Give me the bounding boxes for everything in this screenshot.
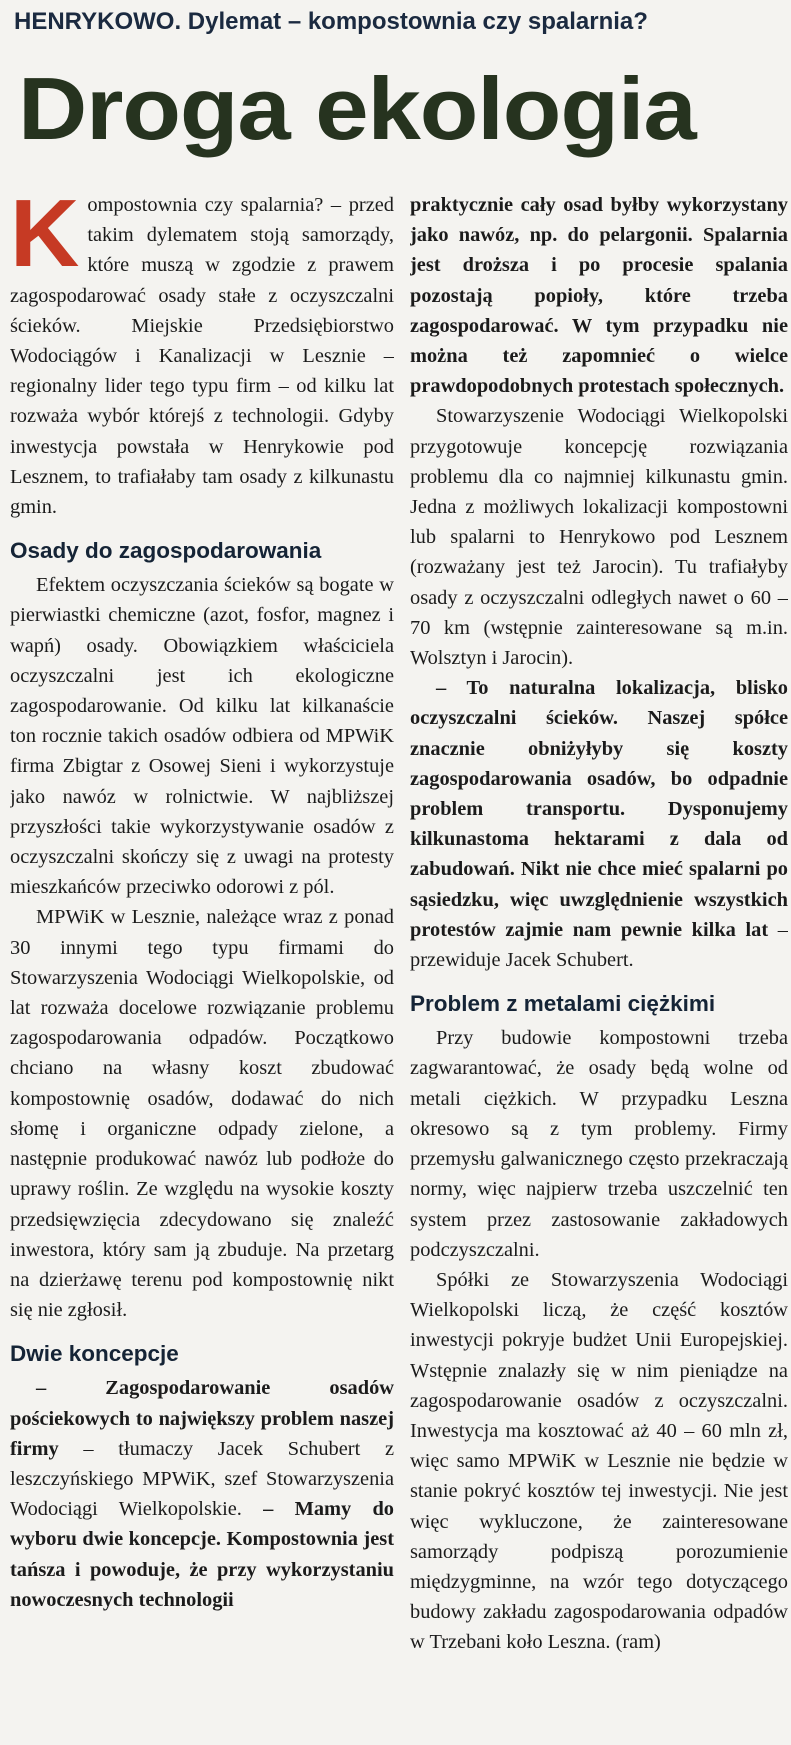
quote-continuation: [410, 190, 788, 401]
quote-bold: – Zagospodarowanie osadów pościekowych to największy problem naszej firmy: [10, 1377, 394, 1460]
quote-bold: – To naturalna lokalizacja, blisko oczyszczalni ścieków. Naszej spółce znacznie obniżyłyby się koszty zagospodarowania osadów, bo odpadnie problem transportu. Dysponujemy kilkunastoma hektarami z dala od zabudowań. Nikt nie chce mieć spalarni po sąsiedzku, więc uwzględnienie wszystkich protestów zajmie nam pewnie kilka lat: [410, 677, 788, 941]
quote-attribution: – przewiduje Jacek Schubert.: [410, 918, 788, 972]
subheading-osady: Osady do zagospodarowania: [10, 538, 322, 564]
article-column-right: [410, 190, 788, 1740]
quote-attribution: – tłumaczy Jacek Schubert z leszczyńskiego MPWiK, szef Stowarzyszenia Wodociągi Wielkopolskie.: [10, 1437, 394, 1521]
subheading-koncepcje: Dwie koncepcje: [10, 1341, 179, 1367]
lead-paragraph: [10, 190, 394, 522]
quote-bold: – Mamy do wyboru dwie koncepcje. Kompostownia jest tańsza i powoduje, że przy wykorzystaniu nowoczesnych technologii: [10, 1498, 394, 1611]
article-kicker: HENRYKOWO. Dylemat – kompostownia czy spalarnia?: [14, 8, 648, 35]
quote-bold: praktycznie cały osad byłby wykorzystany jako nawóz, np. do pelargonii. Spalarnia jest droższa i po procesie spalania pozostają popioły, które trzeba zagospodarować. W tym przypadku nie można też zapomnieć o wielce prawdopodobnych protestach społecznych.: [410, 194, 788, 398]
paragraph: Przy budowie kompostowni trzeba zagwarantować, że osady będą wolne od metali ciężkich. W przypadku Leszna okresowo są z tym problemy. Firmy przemysłu galwanicznego często przekraczają normy, więc najpierw trzeba uszczelnić ten system przez zastosowanie zakładowych podczyszczalni.: [410, 1027, 788, 1261]
quote-paragraph: [10, 1373, 394, 1615]
quote-paragraph: [410, 673, 788, 975]
paragraph: Spółki ze Stowarzyszenia Wodociągi Wielkopolski liczą, że część kosztów inwestycji pokryje budżet Unii Europejskiej. Wstępnie znalazły się w nim pieniądze na zagospodarowanie osadów z oczyszczalni. Inwestycja ma kosztować aż 40 – 60 mln zł, więc samo MPWiK w Lesznie nie będzie w stanie pokryć kosztów tej inwestycji. Nie jest więc wykluczone, że zainteresowane samorządy podpiszą porozumienie międzygminne, na wzór tego dotyczącego budowy zakładu zagospodarowania odpadów w Trzebani koło Leszna. (ram): [410, 1268, 788, 1654]
paragraph: Stowarzyszenie Wodociągi Wielkopolski przygotowuje koncepcję rozwiązania problemu dla co najmniej kilkunastu gmin. Jedna z możliwych lokalizacji kompostowni lub spalarni to Henrykowo pod Lesznem (rozważany jest też Jarocin). Tu trafiałyby osady z oczyszczalni odległych nawet o 60 – 70 km (wstępnie zainteresowane są m.in. Wolsztyn i Jarocin).: [410, 405, 788, 670]
drop-cap: K: [10, 190, 80, 287]
paragraph: Efektem oczyszczania ścieków są bogate w pierwiastki chemiczne (azot, fosfor, magnez i wapń) osady. Obowiązkiem właściciela oczyszczalni jest ich ekologiczne zagospodarowanie. Od kilku lat kilkanaście ton rocznie takich osadów odbiera od MPWiK firma Zbigtar z Osowej Sieni i wykorzystuje jako nawóz w rolnictwie. W najbliższej przyszłości takie wykorzystywanie osadów z oczyszczalni skończy się z uwagi na protesty mieszkańców przeciwko odorowi z pól.: [10, 574, 394, 899]
subheading-metale: Problem z metalami ciężkimi: [410, 991, 716, 1017]
paragraph: MPWiK w Lesznie, należące wraz z ponad 30 innymi tego typu firmami do Stowarzyszenia Wodociągi Wielkopolskie, od lat rozważa docelowe rozwiązanie problemu zagospodarowania odpadów. Początkowo chciano na własny koszt zbudować kompostownię osadów, dodawać do nich słomę i organiczne odpady zielone, a następnie produkować nawóz lub podłoże do uprawy roślin. Ze względu na wysokie koszty przedsięwzięcia zdecydowano się znaleźć inwestora, który sam ją zbuduje. Na przetarg na dzierżawę terenu pod kompostownię nikt się nie zgłosił.: [10, 906, 394, 1322]
article-headline: Droga ekologia: [18, 59, 696, 158]
article-column-left: [10, 190, 394, 1740]
lead-text: ompostownia czy spalarnia? – przed takim dylematem stoją samorządy, które muszą w zgodzie z prawem zagospodarować osady stałe z oczyszczalni ścieków. Miejskie Przedsiębiorstwo Wodociągów i Kanalizacji w Lesznie – regionalny lider tego typu firm – od kilku lat rozważa wybór którejś z technologii. Gdyby inwestycja powstała w Henrykowie pod Lesznem, to trafiałaby tam osady z kilkunastu gmin.: [10, 194, 394, 519]
